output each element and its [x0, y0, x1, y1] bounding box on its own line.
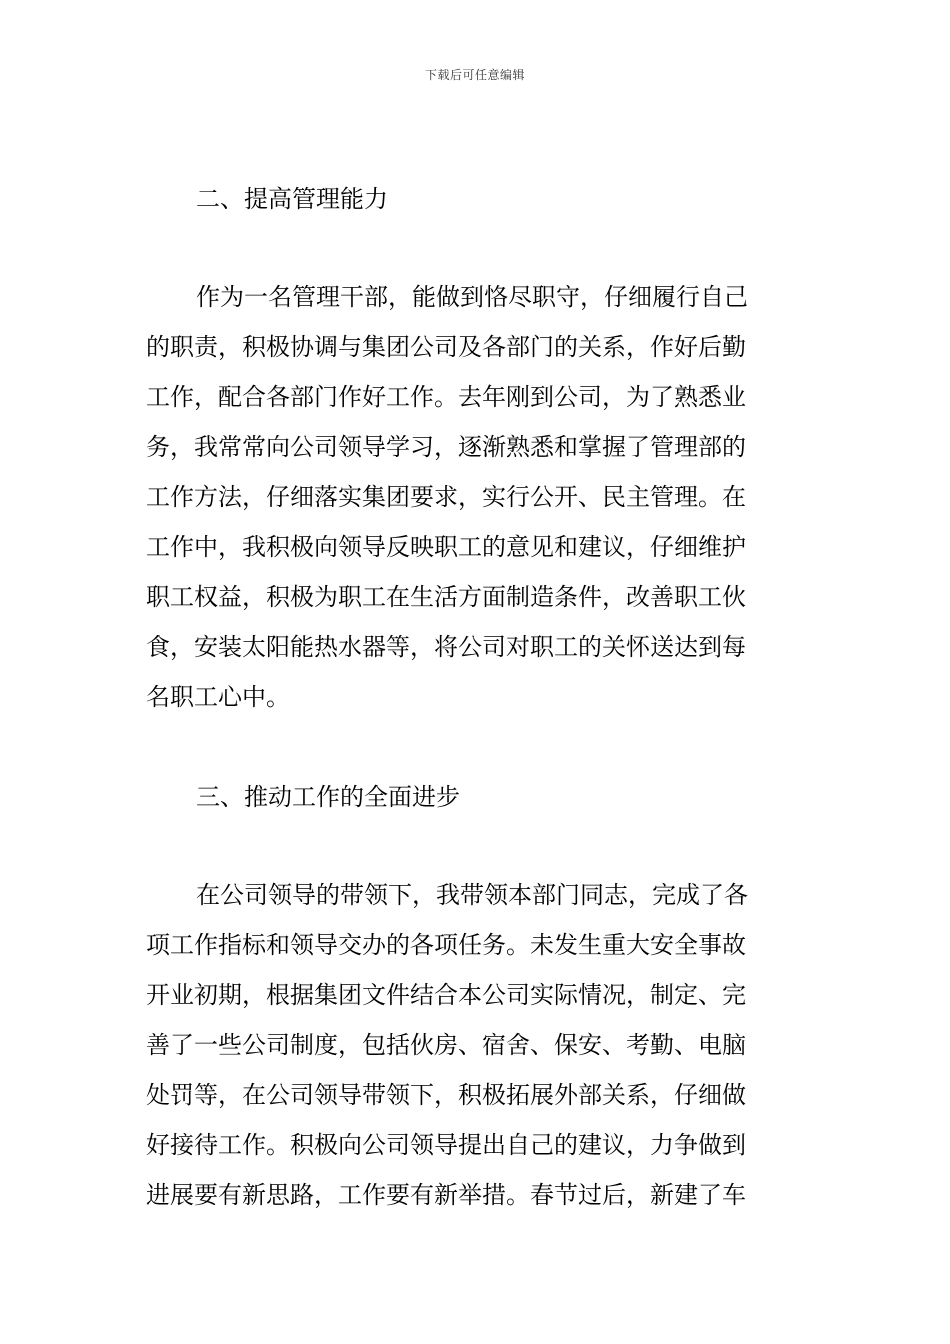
paragraph-line: 的职责，积极协调与集团公司及各部门的关系，作好后勤	[146, 333, 746, 361]
paragraph-line: 在公司领导的带领下，我带领本部门同志，完成了各	[196, 881, 748, 909]
paragraph-line: 食，安装太阳能热水器等，将公司对职工的关怀送达到每	[146, 633, 746, 661]
section-heading-3: 三、推动工作的全面进步	[196, 783, 460, 811]
paragraph-line: 职工权益，积极为职工在生活方面制造条件，改善职工伙	[146, 583, 746, 611]
paragraph-line: 工作方法，仔细落实集团要求，实行公开、民主管理。在	[146, 483, 746, 511]
paragraph-line: 善了一些公司制度，包括伙房、宿舍、保安、考勤、电脑	[146, 1031, 746, 1059]
paragraph-line: 好接待工作。积极向公司领导提出自己的建议，力争做到	[146, 1131, 746, 1159]
paragraph-line: 开业初期，根据集团文件结合本公司实际情况，制定、完	[146, 981, 746, 1009]
paragraph-line: 务，我常常向公司领导学习，逐渐熟悉和掌握了管理部的	[146, 433, 746, 461]
paragraph-line: 项工作指标和领导交办的各项任务。未发生重大安全事故	[146, 931, 746, 959]
section-paragraph-3	[146, 870, 846, 1220]
paragraph-line: 处罚等，在公司领导带领下，积极拓展外部关系，仔细做	[146, 1081, 746, 1109]
paragraph-line: 工作中，我积极向领导反映职工的意见和建议，仔细维护	[146, 533, 746, 561]
paragraph-line: 工作，配合各部门作好工作。去年刚到公司，为了熟悉业	[146, 383, 746, 411]
header-note: 下载后可任意编辑	[424, 68, 525, 82]
section-heading-2: 二、提高管理能力	[196, 185, 388, 213]
paragraph-line: 名职工心中。	[146, 683, 290, 711]
paragraph-line: 作为一名管理干部，能做到恪尽职守，仔细履行自己	[196, 283, 748, 311]
section-paragraph-2	[146, 272, 846, 722]
paragraph-line: 进展要有新思路，工作要有新举措。春节过后，新建了车	[146, 1181, 746, 1209]
